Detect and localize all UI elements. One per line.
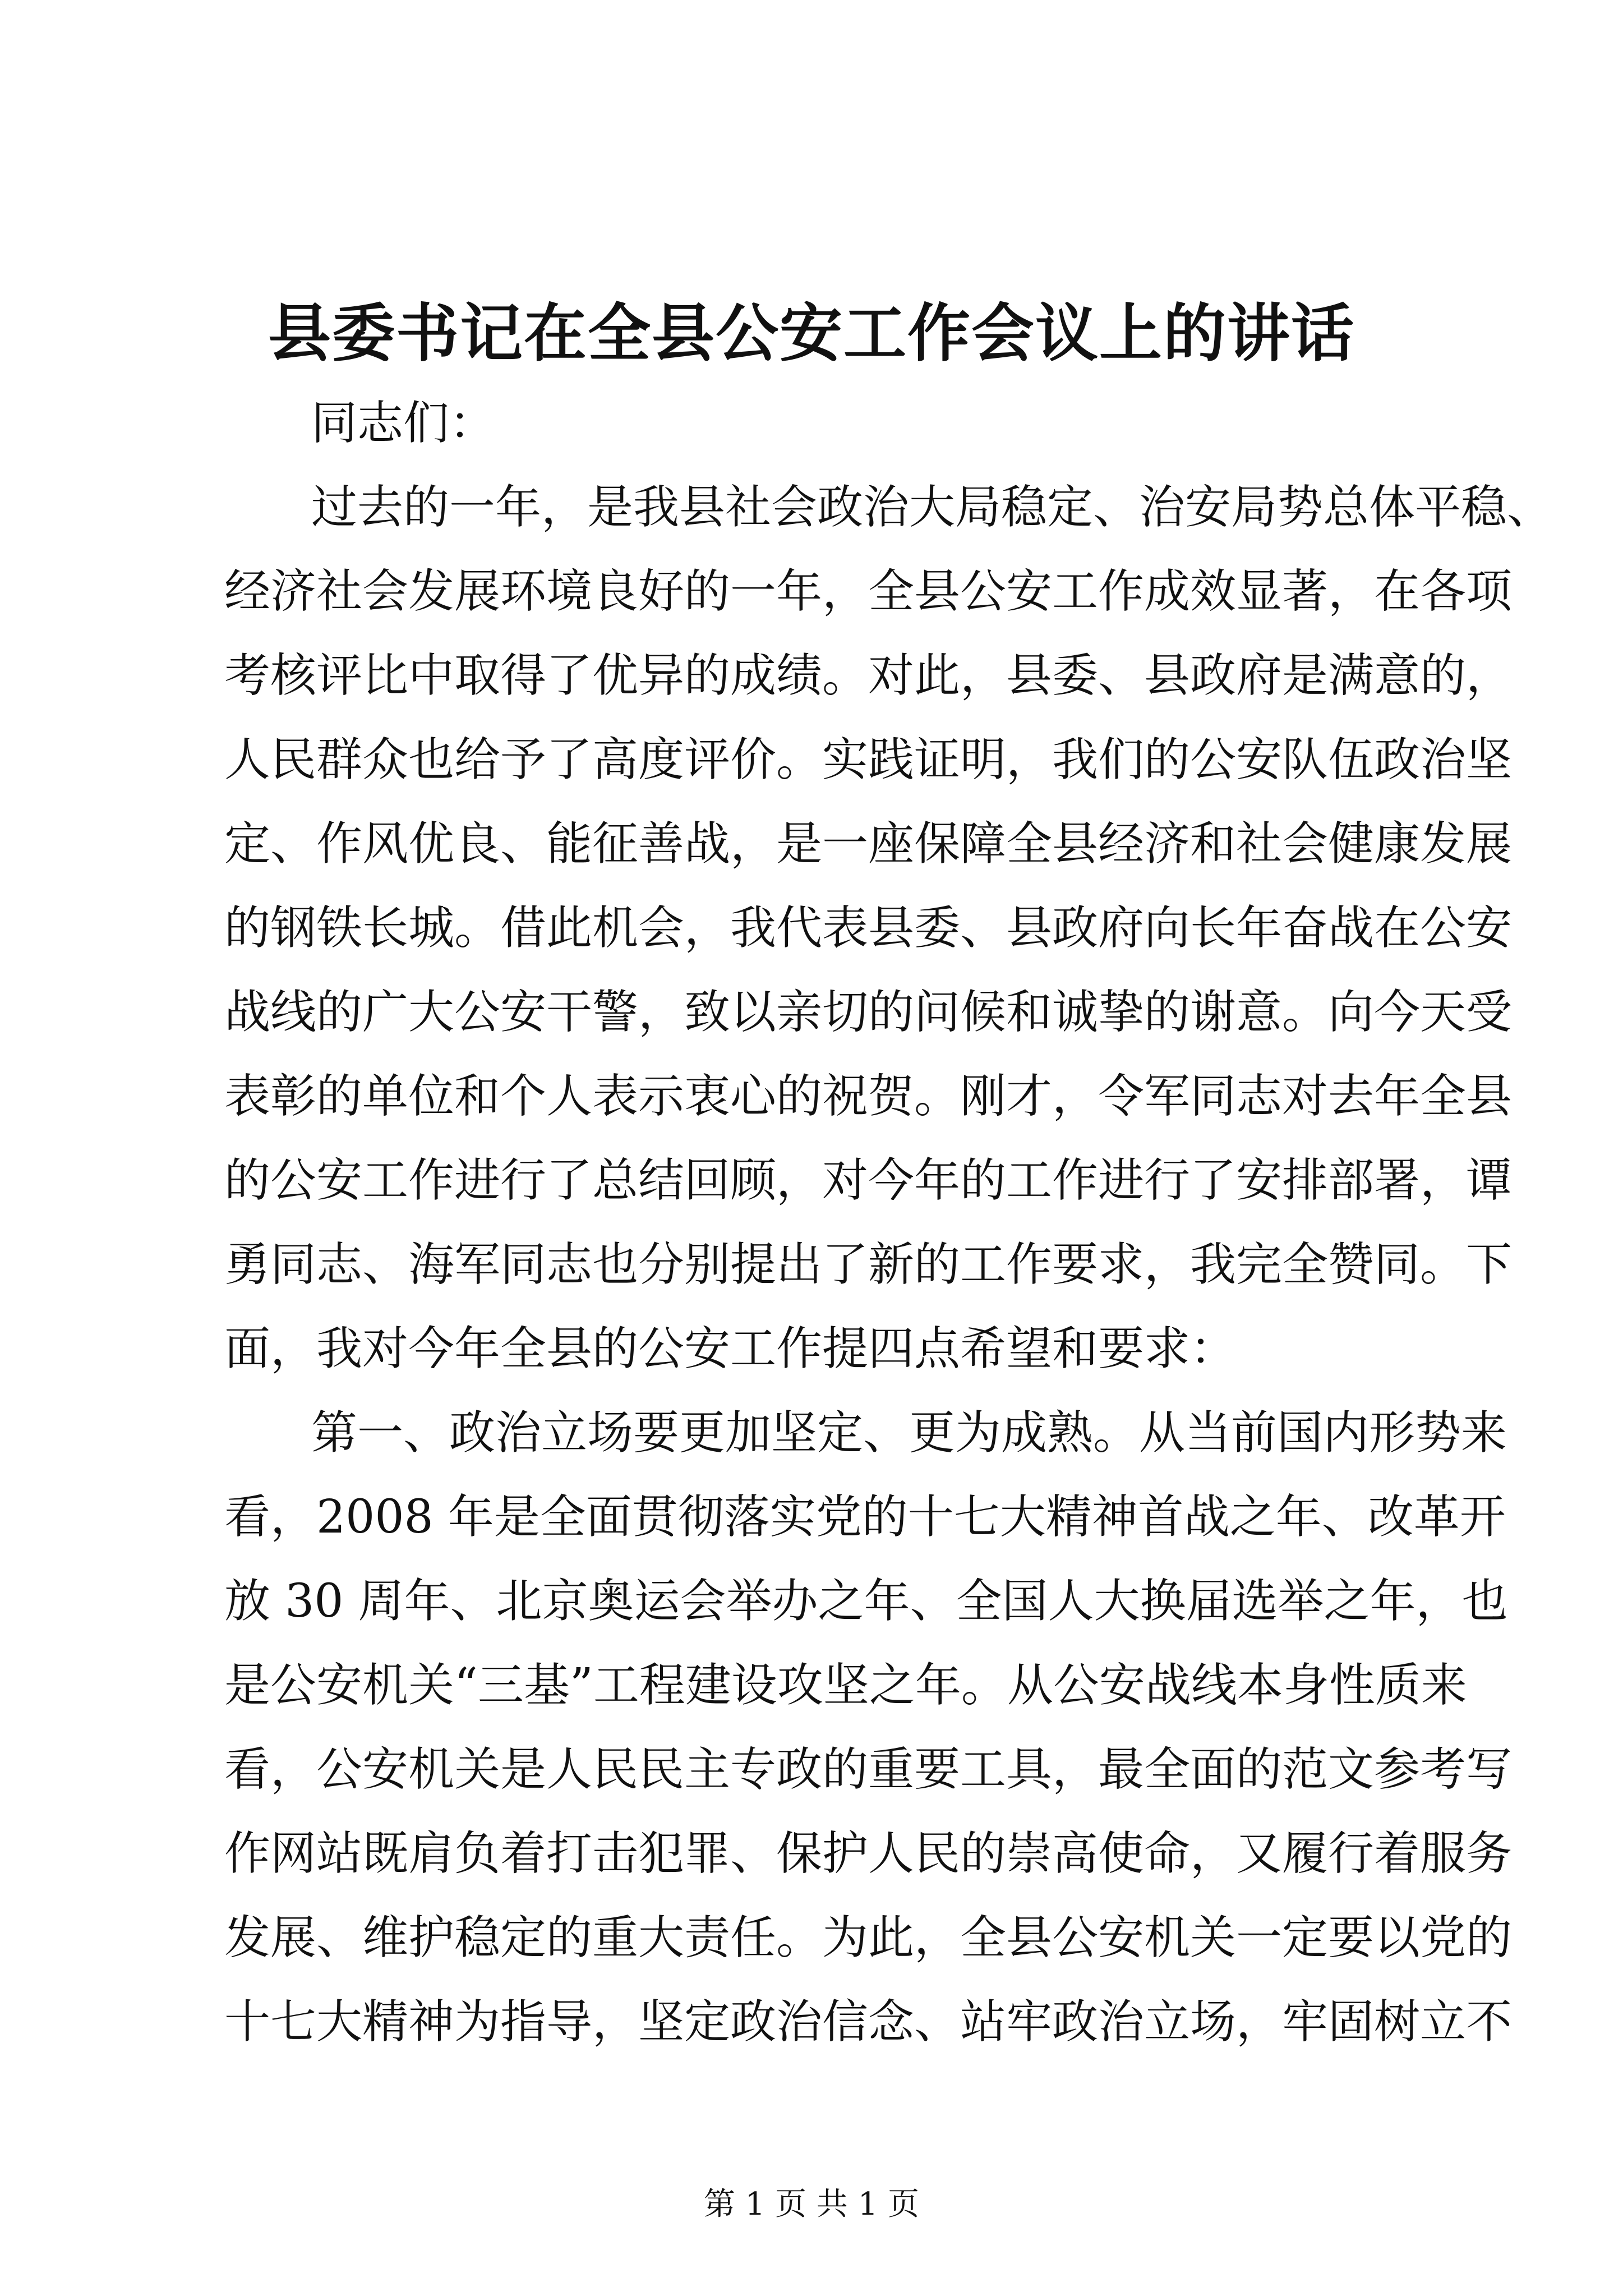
- paragraph-line: 面，我对今年全县的公安工作提四点希望和要求：: [224, 1322, 1237, 1375]
- paragraph-line: 勇同志、海军同志也分别提出了新的工作要求，我完全赞同。下: [224, 1238, 1513, 1291]
- paragraph-line: 是公安机关“三基”工程建设攻坚之年。从公安战线本身性质来: [224, 1659, 1467, 1712]
- paragraph-line: 的公安工作进行了总结回顾，对今年的工作进行了安排部署，谭: [224, 1154, 1513, 1207]
- paragraph-line: 十七大精神为指导，坚定政治信念、站牢政治立场，牢固树立不: [224, 1995, 1513, 2049]
- paragraph-line: 发展、维护稳定的重大责任。为此，全县公安机关一定要以党的: [224, 1911, 1513, 1964]
- paragraph-line: 表彰的单位和个人表示衷心的祝贺。刚才，令军同志对去年全县: [224, 1070, 1513, 1123]
- document-title: 县委书记在全县公安工作会议上的讲话: [268, 297, 1355, 370]
- page-number-footer: 第 1 页 共 1 页: [703, 2186, 920, 2223]
- paragraph-line: 放 30 周年、北京奥运会举办之年、全国人大换届选举之年，也: [224, 1575, 1508, 1628]
- paragraph-line: 看，2008 年是全面贯彻落实党的十七大精神首战之年、改革开: [224, 1490, 1506, 1544]
- paragraph-line: 战线的广大公安干警，致以亲切的问候和诚挚的谢意。向今天受: [224, 986, 1513, 1039]
- paragraph-line: 人民群众也给予了高度评价。实践证明，我们的公安队伍政治坚: [224, 733, 1513, 786]
- paragraph-line: 作网站既肩负着打击犯罪、保护人民的崇高使命，又履行着服务: [224, 1827, 1513, 1880]
- paragraph-line: 考核评比中取得了优异的成绩。对此，县委、县政府是满意的，: [224, 649, 1513, 702]
- paragraph-line: 的钢铁长城。借此机会，我代表县委、县政府向长年奋战在公安: [224, 901, 1513, 955]
- paragraph-line: 看，公安机关是人民民主专政的重要工具，最全面的范文参考写: [224, 1743, 1513, 1796]
- paragraph-line: 经济社会发展环境良好的一年，全县公安工作成效显著，在各项: [224, 565, 1513, 618]
- salutation: 同志们：: [311, 397, 496, 450]
- paragraph-line: 第一、政治立场要更加坚定、更为成熟。从当前国内形势来: [311, 1406, 1507, 1460]
- paragraph-line: 定、作风优良、能征善战，是一座保障全县经济和社会健康发展: [224, 817, 1513, 871]
- paragraph-line: 过去的一年，是我县社会政治大局稳定、治安局势总体平稳、: [311, 481, 1553, 534]
